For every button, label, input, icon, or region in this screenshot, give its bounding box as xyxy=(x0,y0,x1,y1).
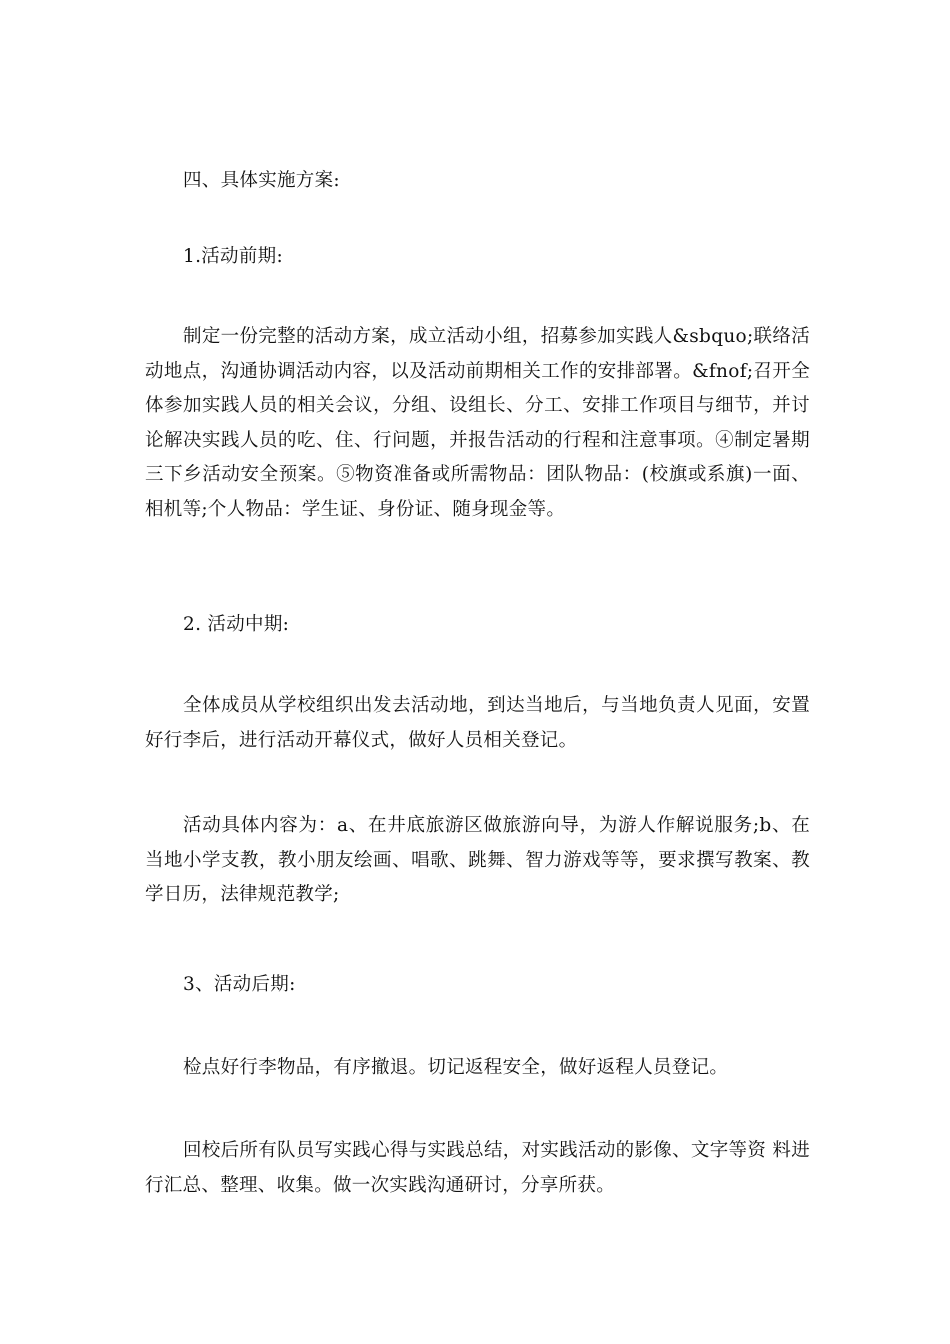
phase1-paragraph: 制定一份完整的活动方案，成立活动小组，招募参加实践人&sbquo;联络活动地点，沟通协调活动内容，以及活动前期相关工作的安排部署。&fnof;召开全体参加实践人员的相关会议，分组、设组长、分工、安排工作项目与细节，并讨论解决实践人员的吃、住、行问题，并报告活动的行程和注意事项。④制定暑期三下乡活动安全预案。⑤物资准备或所需物品：团队物品：(校旗或系旗)一面、相机等;个人物品：学生证、身份证、随身现金等。 xyxy=(145,326,810,520)
phase2-heading: 2. 活动中期: xyxy=(183,614,290,635)
phase1-heading: 1.活动前期: xyxy=(183,246,283,267)
phase2-paragraph-arrival: 全体成员从学校组织出发去活动地，到达当地后，与当地负责人见面，安置好行李后，进行活动开幕仪式，做好人员相关登记。 xyxy=(145,695,810,751)
section-heading: 四、具体实施方案: xyxy=(183,170,340,191)
phase2-paragraph-content: 活动具体内容为：a、在井底旅游区做旅游向导，为游人作解说服务;b、在当地小学支教，教小朋友绘画、唱歌、跳舞、智力游戏等等，要求撰写教案、教学日历，法律规范教学; xyxy=(145,815,810,905)
phase3-paragraph-summary: 回校后所有队员写实践心得与实践总结，对实践活动的影像、文字等资 料进行汇总、整理、收集。做一次实践沟通研讨，分享所获。 xyxy=(145,1140,810,1196)
phase3-heading: 3、活动后期: xyxy=(183,974,296,995)
phase3-paragraph-return: 检点好行李物品，有序撤退。切记返程安全，做好返程人员登记。 xyxy=(183,1057,729,1078)
